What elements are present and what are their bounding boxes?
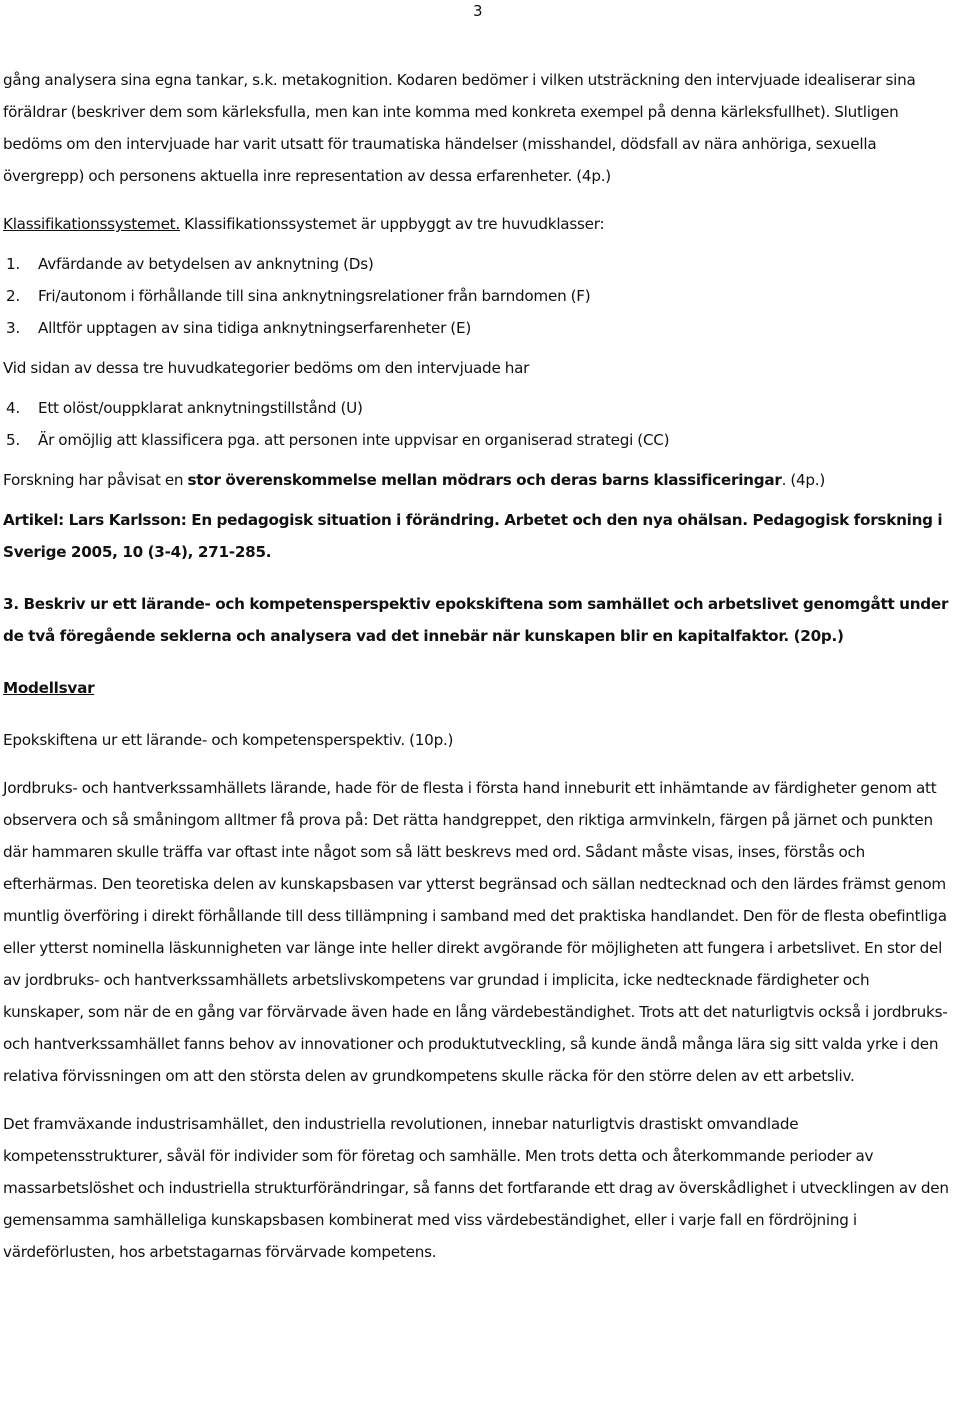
research-suffix: . (4p.) [781, 471, 826, 489]
research-paragraph [3, 464, 951, 496]
paragraph-2: Det framväxande industrisamhället, den industriella revolutionen, innebar naturligtvis drastiskt omvandlade kompetensstrukturer, såväl för individer som för företag och samhälle. Men trots detta och återkommande perioder av massarbetslöshet och industriella strukturförändringar, så fanns det fortfarande ett drag av överskådlighet i utvecklingen av den gemensamma samhälleliga kunskapsbasen kombinerat med viss värdebeständighet, eller i varje fall en fördröjning i värdeförlusten, hos arbetstagarnas förvärvade kompetens. [3, 1115, 949, 1261]
list-item-text: Alltför upptagen av sina tidiga anknytningserfarenheter (E) [38, 319, 472, 337]
classification-intro-text: Klassifikationssystemet är uppbyggt av tre huvudklasser: [179, 215, 605, 233]
intro-paragraph: gång analysera sina egna tankar, s.k. metakognition. Kodaren bedömer i vilken utsträckning den intervjuade idealiserar sina föräldrar (beskriver dem som kärleksfulla, men kan inte komma med konkreta exempel på denna kärleksfullhet). Slutligen bedöms om den intervjuade har varit utsatt för traumatiska händelser (misshandel, dödsfall av nära anhöriga, sexuella övergrepp) och personens aktuella inre representation av dessa erfarenheter. (4p.) [3, 71, 916, 185]
side-classes-list [3, 392, 951, 456]
list-item [3, 424, 951, 456]
page-number: 3 [473, 2, 483, 20]
list-item-number: 5. [6, 431, 20, 449]
model-answer-heading: Modellsvar [3, 679, 95, 697]
classification-heading: Klassifikationssystemet. [3, 215, 180, 233]
paragraph-1: Jordbruks- och hantverkssamhällets lärande, hade för de flesta i första hand inneburit ett inhämtande av färdigheter genom att observera och så småningom alltmer få prova på: Det rätta handgreppet, den riktiga armvinkeln, färgen på järnet och punkten där hammaren skulle träffa var oftast inte något som så lätt beskrevs med ord. Sådant måste visas, inses, förstås och efterhärmas. Den teoretiska delen av kunskapsbasen var ytterst begränsad och sällan nedtecknad och den lärdes främst genom muntlig överföring i direkt förhållande till dess tillämpning i samband med det praktiska handlandet. Den för de flesta obefintliga eller ytterst nominella läskunnigheten var länge inte heller direkt avgörande för möjligheten att fungera i arbetslivet. En stor del av jordbruks- och hantverkssamhällets arbetslivskompetens var grundad i implicita, icke nedtecknade färdigheter och kunskaper, som när de en gång var förvärvade även hade en lång värdebeständighet. Trots att det naturligtvis också i jordbruks- och hantverkssamhället fanns behov av innovationer och produktutveckling, så kunde ändå många lära sig sitt valda yrke i den relativa förvissningen om att den största delen av grundkompetens skulle räcka för den större delen av ett arbetsliv. [3, 779, 948, 1085]
list-item-text: Fri/autonom i förhållande till sina anknytningsrelationer från barndomen (F) [38, 287, 591, 305]
list-item-number: 3. [6, 319, 20, 337]
list-item-number: 4. [6, 399, 20, 417]
article-reference: Artikel: Lars Karlsson: En pedagogisk situation i förändring. Arbetet och den nya ohälsan. Pedagogisk forskning i Sverige 2005, 10 (3-4), 271-285. [3, 511, 943, 561]
list-item-number: 1. [6, 255, 20, 273]
list-item [3, 392, 951, 424]
list-item-text: Är omöjlig att klassificera pga. att personen inte uppvisar en organiserad strategi (CC) [38, 431, 670, 449]
list-item-number: 2. [6, 287, 20, 305]
side-categories-intro: Vid sidan av dessa tre huvudkategorier bedöms om den intervjuade har [3, 359, 530, 377]
list-item-text: Ett olöst/ouppklarat anknytningstillstånd (U) [38, 399, 363, 417]
main-classes-list [3, 248, 951, 344]
research-prefix: Forskning har påvisat en [3, 471, 188, 489]
list-item [3, 280, 951, 312]
list-item [3, 312, 951, 344]
section-subheading: Epokskiftena ur ett lärande- och kompetensperspektiv. (10p.) [3, 731, 454, 749]
list-item [3, 248, 951, 280]
research-bold: stor överenskommelse mellan mödrars och deras barns klassificeringar [187, 471, 782, 489]
classification-intro [3, 208, 951, 240]
page-content [3, 64, 951, 1268]
question-3: 3. Beskriv ur ett lärande- och kompetensperspektiv epokskiftena som samhället och arbetslivet genomgått under de två föregående seklerna och analysera vad det innebär när kunskapen blir en kapitalfaktor. (20p.) [3, 595, 949, 645]
list-item-text: Avfärdande av betydelsen av anknytning (Ds) [38, 255, 374, 273]
